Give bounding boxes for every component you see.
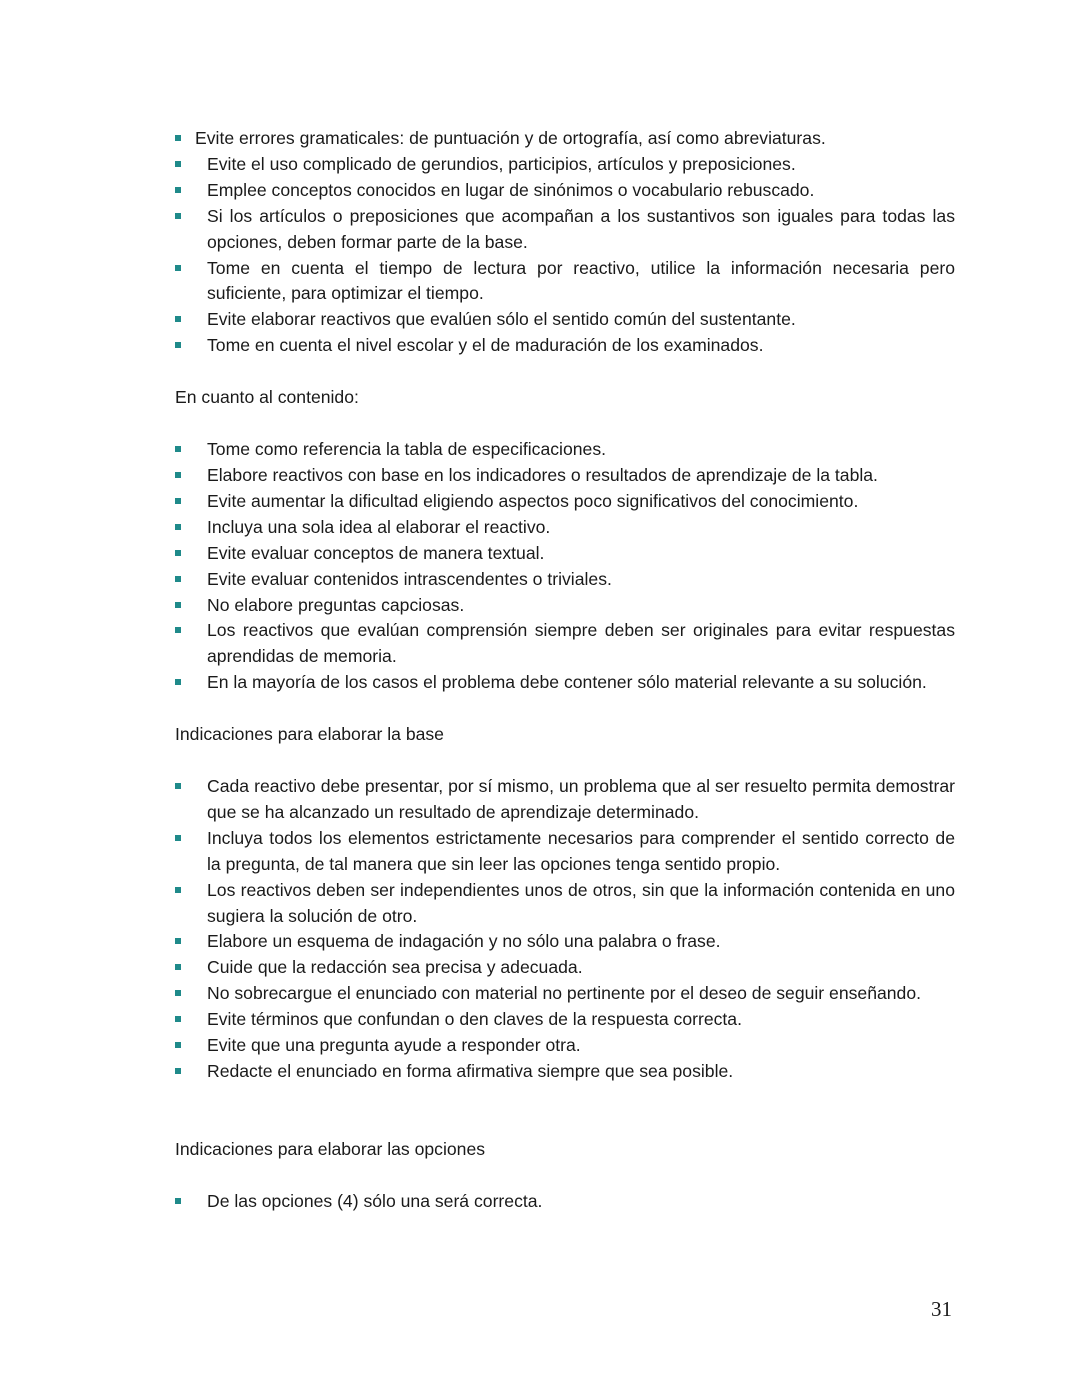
- list-item: No sobrecargue el enunciado con material no pertinente por el deseo de seguir enseñando.: [175, 981, 955, 1007]
- square-bullet-icon: [175, 135, 181, 141]
- square-bullet-icon: [175, 342, 181, 348]
- list-item: Tome en cuenta el nivel escolar y el de maduración de los examinados.: [175, 333, 955, 359]
- square-bullet-icon: [175, 550, 181, 556]
- square-bullet-icon: [175, 161, 181, 167]
- square-bullet-icon: [175, 1198, 181, 1204]
- list-item: Si los artículos o preposiciones que acompañan a los sustantivos son iguales para todas las opciones, deben formar parte de la base.: [175, 204, 955, 256]
- section-heading-opciones: Indicaciones para elaborar las opciones: [175, 1138, 486, 1159]
- list-item: No elabore preguntas capciosas.: [175, 593, 955, 619]
- list-style-guidelines: [175, 126, 955, 359]
- list-content-guidelines: [175, 437, 955, 696]
- square-bullet-icon: [175, 1068, 181, 1074]
- page-number: 31: [931, 1297, 952, 1321]
- list-item: Cuide que la redacción sea precisa y adecuada.: [175, 955, 955, 981]
- square-bullet-icon: [175, 1016, 181, 1022]
- list-item: De las opciones (4) sólo una será correcta.: [175, 1189, 955, 1215]
- list-item: Evite que una pregunta ayude a responder otra.: [175, 1033, 955, 1059]
- list-item: Tome como referencia la tabla de especificaciones.: [175, 437, 955, 463]
- list-item: Evite el uso complicado de gerundios, participios, artículos y preposiciones.: [175, 152, 955, 178]
- list-item: Los reactivos deben ser independientes unos de otros, sin que la información contenida en uno sugiera la solución de otro.: [175, 878, 955, 930]
- square-bullet-icon: [175, 783, 181, 789]
- square-bullet-icon: [175, 990, 181, 996]
- document-body: [175, 126, 955, 1215]
- square-bullet-icon: [175, 472, 181, 478]
- square-bullet-icon: [175, 316, 181, 322]
- square-bullet-icon: [175, 887, 181, 893]
- square-bullet-icon: [175, 187, 181, 193]
- list-item: Evite errores gramaticales: de puntuación y de ortografía, así como abreviaturas.: [175, 126, 955, 152]
- square-bullet-icon: [175, 446, 181, 452]
- square-bullet-icon: [175, 679, 181, 685]
- list-item: Incluya todos los elementos estrictamente necesarios para comprender el sentido correcto de la pregunta, de tal manera que sin leer las opciones tenga sentido propio.: [175, 826, 955, 878]
- square-bullet-icon: [175, 213, 181, 219]
- list-options-guidelines: [175, 1189, 955, 1215]
- list-item: Evite elaborar reactivos que evalúen sólo el sentido común del sustentante.: [175, 307, 955, 333]
- section-heading-base: Indicaciones para elaborar la base: [175, 724, 444, 745]
- list-item: Los reactivos que evalúan comprensión siempre deben ser originales para evitar respuestas aprendidas de memoria.: [175, 618, 955, 670]
- square-bullet-icon: [175, 524, 181, 530]
- list-item: Elabore reactivos con base en los indicadores o resultados de aprendizaje de la tabla.: [175, 463, 955, 489]
- section-heading-contenido: En cuanto al contenido:: [175, 387, 359, 408]
- list-item: Evite términos que confundan o den claves de la respuesta correcta.: [175, 1007, 955, 1033]
- list-item: Tome en cuenta el tiempo de lectura por reactivo, utilice la información necesaria pero suficiente, para optimizar el tiempo.: [175, 256, 955, 308]
- list-item: Incluya una sola idea al elaborar el reactivo.: [175, 515, 955, 541]
- list-base-guidelines: [175, 774, 955, 1085]
- square-bullet-icon: [175, 964, 181, 970]
- square-bullet-icon: [175, 576, 181, 582]
- square-bullet-icon: [175, 835, 181, 841]
- square-bullet-icon: [175, 938, 181, 944]
- square-bullet-icon: [175, 627, 181, 633]
- square-bullet-icon: [175, 1042, 181, 1048]
- square-bullet-icon: [175, 498, 181, 504]
- list-item: Elabore un esquema de indagación y no sólo una palabra o frase.: [175, 929, 955, 955]
- square-bullet-icon: [175, 602, 181, 608]
- list-item: Emplee conceptos conocidos en lugar de sinónimos o vocabulario rebuscado.: [175, 178, 955, 204]
- list-item: Cada reactivo debe presentar, por sí mismo, un problema que al ser resuelto permita demostrar que se ha alcanzado un resultado de aprendizaje determinado.: [175, 774, 955, 826]
- list-item: En la mayoría de los casos el problema debe contener sólo material relevante a su solución.: [175, 670, 955, 696]
- list-item: Evite evaluar contenidos intrascendentes o triviales.: [175, 567, 955, 593]
- square-bullet-icon: [175, 265, 181, 271]
- list-item: Redacte el enunciado en forma afirmativa siempre que sea posible.: [175, 1059, 955, 1085]
- list-item: Evite evaluar conceptos de manera textual.: [175, 541, 955, 567]
- list-item: Evite aumentar la dificultad eligiendo aspectos poco significativos del conocimiento.: [175, 489, 955, 515]
